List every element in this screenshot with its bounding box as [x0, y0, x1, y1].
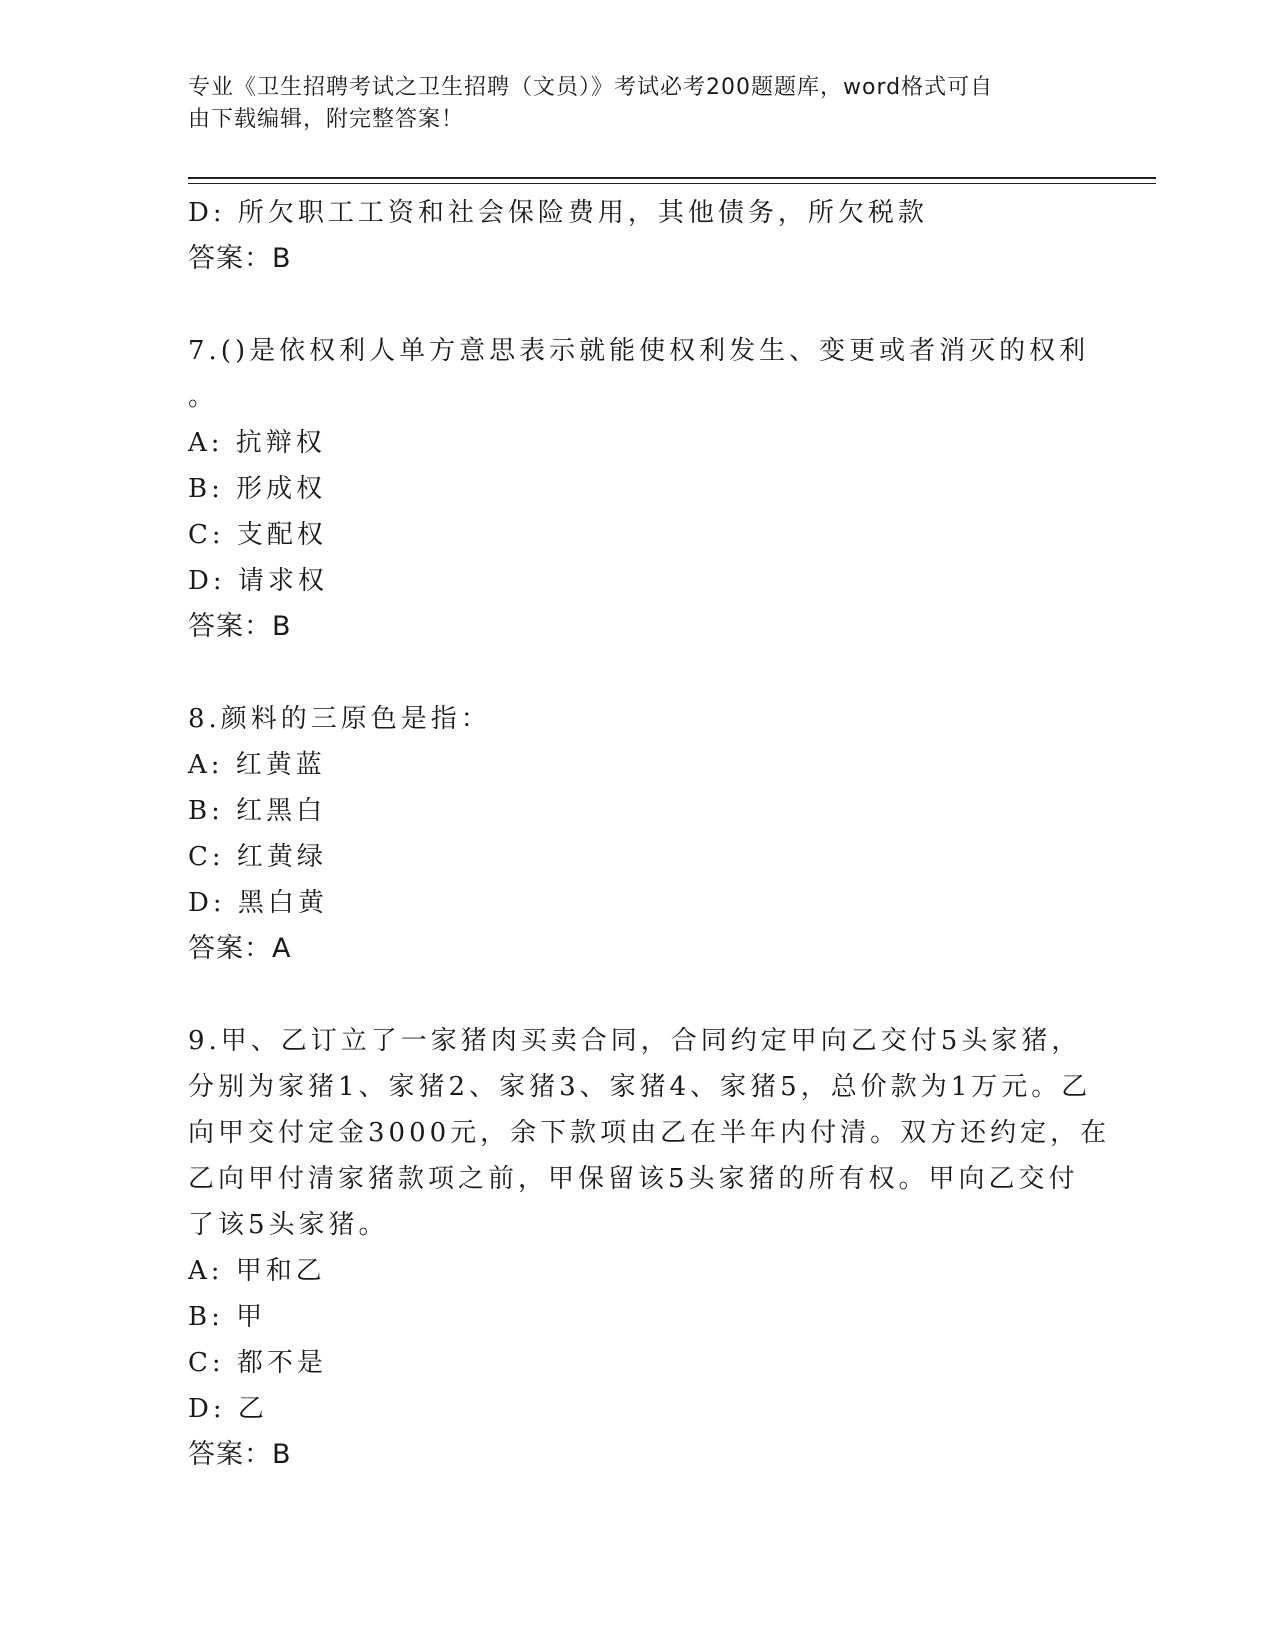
- option-d: D: 请求权: [188, 566, 328, 596]
- option-d: D: 黑白黄: [188, 888, 328, 918]
- option-c: C: 红黄绿: [188, 842, 327, 872]
- spacer: [188, 972, 1088, 1018]
- answer: 答案：B: [188, 1439, 292, 1470]
- question-7: [188, 328, 1088, 650]
- question-content: [188, 190, 1111, 1478]
- prev-option-d: D: 所欠职工工资和社会保险费用，其他债务，所欠税款: [188, 198, 928, 228]
- question-text-line: 9.甲、乙订立了一家猪肉买卖合同，合同约定甲向乙交付5头家猪，: [188, 1026, 1082, 1056]
- header-rule-thin: [188, 183, 1156, 184]
- option-a: A: 红黄蓝: [188, 750, 326, 780]
- question-text-line: 了该5头家猪。: [188, 1210, 389, 1240]
- question-text-line: 向甲交付定金3000元，余下款项由乙在半年内付清。双方还约定，在: [188, 1118, 1111, 1148]
- option-c: C: 支配权: [188, 520, 327, 550]
- answer: 答案：A: [188, 933, 292, 964]
- header-rule-thick: [188, 177, 1156, 179]
- question-text-line: 乙向甲付清家猪款项之前，甲保留该5头家猪的所有权。甲向乙交付: [188, 1164, 1079, 1194]
- header-line-1: 专业《卫生招聘考试之卫生招聘（文员）》考试必考200题题库，word格式可自: [188, 75, 994, 100]
- spacer: [188, 650, 1088, 696]
- option-c: C: 都不是: [188, 1348, 327, 1378]
- prev-answer: 答案：B: [188, 243, 292, 274]
- spacer: [188, 282, 1088, 328]
- option-b: B: 红黑白: [188, 796, 327, 826]
- answer: 答案：B: [188, 611, 292, 642]
- option-d: D: 乙: [188, 1394, 268, 1424]
- question-text-line: 8.颜料的三原色是指：: [188, 704, 491, 734]
- question-text-line: 。: [188, 382, 219, 412]
- question-8: [188, 696, 1088, 972]
- option-b: B: 甲: [188, 1302, 267, 1332]
- option-a: A: 抗辩权: [188, 428, 326, 458]
- question-text-line: 7.()是依权利人单方意思表示就能使权利发生、变更或者消灭的权利: [188, 336, 1090, 366]
- header-line-2: 由下载编辑，附完整答案！: [188, 107, 465, 132]
- question-9: [188, 1018, 1111, 1478]
- option-a: A: 甲和乙: [188, 1256, 326, 1286]
- question-text-line: 分别为家猪1、家猪2、家猪3、家猪4、家猪5，总价款为1万元。乙: [188, 1072, 1092, 1102]
- option-b: B: 形成权: [188, 474, 327, 504]
- document-header: [188, 72, 1068, 136]
